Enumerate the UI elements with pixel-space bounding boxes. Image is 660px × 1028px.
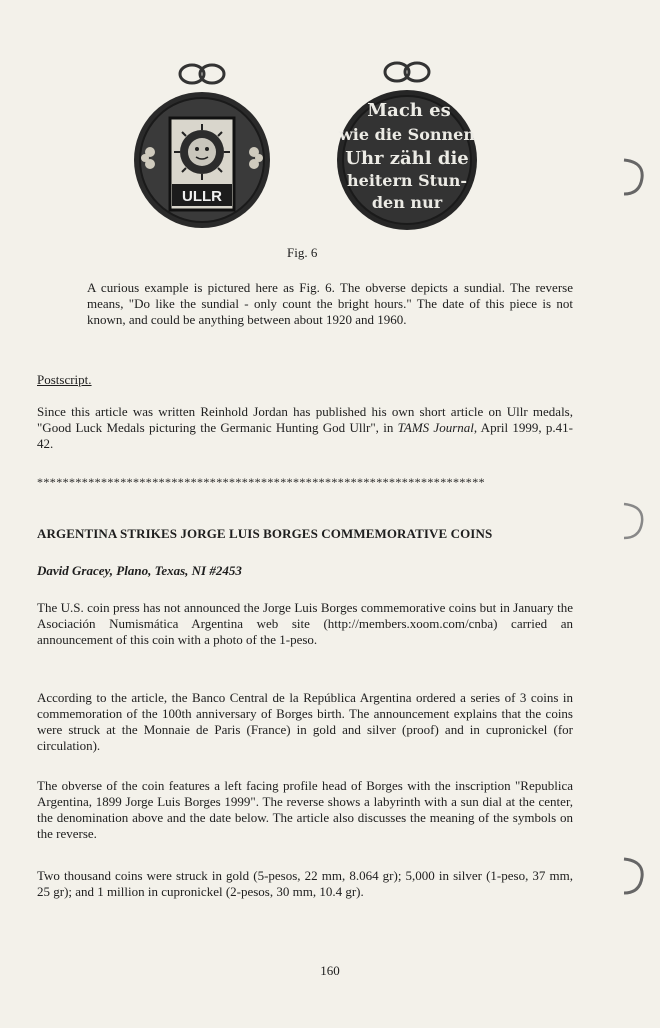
article-byline: David Gracey, Plano, Texas, NI #2453 — [37, 563, 242, 578]
binder-hole-icon — [618, 500, 648, 542]
postscript-text: Since this article was written Reinhold Jordan has published his own short article on Ullr medals, "Good Luck Medals picturing the Germanic Hunting God Ullr", in — [37, 404, 573, 435]
postscript-paragraph — [37, 404, 573, 452]
article-paragraph: The obverse of the coin features a left facing profile head of Borges with the inscription "Republica Argentina, 1899 Jorge Luis Borges 1999". The reverse shows a labyrinth with a sun dial at the center, the denomination above and the date below. The article also discusses the meaning of the symbols on the reverse. — [37, 778, 573, 841]
svg-text:Uhr zähl die: Uhr zähl die — [345, 148, 469, 169]
svg-text:wie die Sonnen: wie die Sonnen — [339, 125, 475, 144]
medal-reverse-image — [335, 58, 485, 238]
postscript-heading: Postscript. — [37, 372, 92, 387]
svg-text:den nur: den nur — [371, 193, 443, 212]
article-paragraph: According to the article, the Banco Central de la República Argentina ordered a series of 3 coins in commemoration of the 100th anniversary of Borges birth. The announcement explains that the coins were struck at the Monnaie de Paris (France) in gold and silver (proof) and in cupronickel (for circulation). — [37, 690, 573, 753]
binder-hole-icon — [618, 855, 648, 897]
postscript-citation: , April 1999, p.41-42. — [37, 420, 574, 451]
intro-paragraph: A curious example is pictured here as Fig. 6. The obverse depicts a sundial. The reverse means, "Do like the sundial - only count the bright hours." The date of this piece is not known, and could be anything between about 1920 and 1960. — [87, 280, 573, 327]
page-number: 160 — [320, 963, 340, 978]
binder-hole-icon — [618, 156, 648, 198]
article-title: ARGENTINA STRIKES JORGE LUIS BORGES COMMEMORATIVE COINS — [37, 526, 493, 541]
svg-text:heitern Stun-: heitern Stun- — [347, 171, 467, 190]
article-paragraph: The U.S. coin press has not announced the Jorge Luis Borges commemorative coins but in January the Asociación Numismática Argentina web site (http://members.xoom.com/cnba) carried an announcement of this coin with a photo of the 1-peso. — [37, 600, 573, 647]
svg-text:ULLR: ULLR — [182, 188, 222, 205]
figure-caption: Fig. 6 — [287, 245, 318, 260]
medal-obverse-image — [130, 60, 280, 240]
svg-text:Mach es: Mach es — [367, 100, 451, 121]
postscript-journal: TAMS Journal — [397, 420, 474, 435]
section-separator: ********************************************************************** — [37, 475, 485, 489]
article-paragraph: Two thousand coins were struck in gold (5-pesos, 22 mm, 8.064 gr); 5,000 in silver (1-peso, 37 mm, 25 gr); and 1 million in cupronickel (2-pesos, 30 mm, 10.4 gr). — [37, 868, 573, 899]
